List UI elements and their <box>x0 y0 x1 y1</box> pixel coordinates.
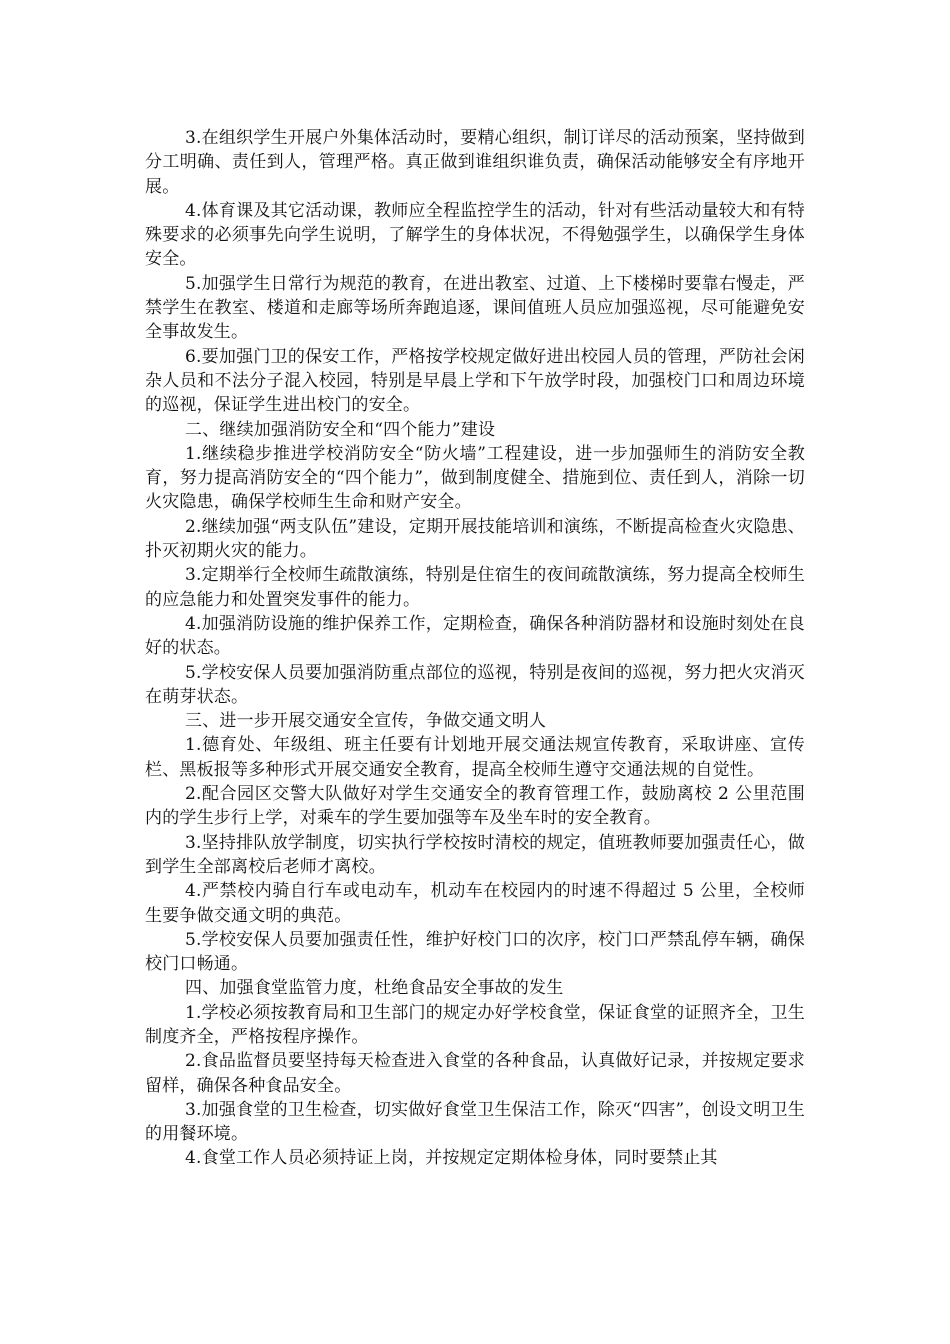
paragraph-2-3: 3.定期举行全校师生疏散演练，特别是住宿生的夜间疏散演练，努力提高全校师生的应急能力和处置突发事件的能力。 <box>145 565 805 610</box>
paragraph-3-3: 3.坚持排队放学制度，切实执行学校按时清校的规定，值班教师要加强责任心，做到学生全部离校后老师才离校。 <box>145 832 805 877</box>
paragraph-3-4: 4.严禁校内骑自行车或电动车，机动车在校园内的时速不得超过 5 公里，全校师生要争做交通文明的典范。 <box>145 881 805 926</box>
section-heading-2: 二、继续加强消防安全和“四个能力”建设 <box>185 419 496 440</box>
paragraph-3: 3.在组织学生开展户外集体活动时，要精心组织，制订详尽的活动预案，坚持做到分工明确、责任到人，管理严格。真正做到谁组织谁负责，确保活动能够安全有序地开展。 <box>145 128 805 197</box>
paragraph-4: 4.体育课及其它活动课，教师应全程监控学生的活动，针对有些活动量较大和有特殊要求的必须事先向学生说明，了解学生的身体状况，不得勉强学生，以确保学生身体安全。 <box>145 200 805 270</box>
paragraph-6: 6.要加强门卫的保安工作，严格按学校规定做好进出校园人员的管理，严防社会闲杂人员和不法分子混入校园，特别是早晨上学和下午放学时段，加强校门口和周边环境的巡视，保证学生进出校门的安全。 <box>145 346 805 416</box>
paragraph-2-1: 1.继续稳步推进学校消防安全“防火墙”工程建设，进一步加强师生的消防安全教育，努力提高消防安全的“四个能力”，做到制度健全、措施到位、责任到人，消除一切火灾隐患，确保学校师生生命和财产安全。 <box>145 443 805 513</box>
section-heading-4: 四、加强食堂监管力度，杜绝食品安全事故的发生 <box>185 978 564 999</box>
paragraph-4-3: 3.加强食堂的卫生检查，切实做好食堂卫生保洁工作，除灭“四害”，创设文明卫生的用餐环境。 <box>145 1099 805 1145</box>
paragraph-2-4: 4.加强消防设施的维护保养工作，定期检查，确保各种消防器材和设施时刻处在良好的状态。 <box>145 613 805 659</box>
paragraph-3-1: 1.德育处、年级组、班主任要有计划地开展交通法规宣传教育，采取讲座、宣传栏、黑板报等多种形式开展交通安全教育，提高全校师生遵守交通法规的自觉性。 <box>145 735 805 780</box>
paragraph-3-5: 5.学校安保人员要加强责任性，维护好校门口的次序，校门口严禁乱停车辆，确保校门口畅通。 <box>145 929 805 975</box>
paragraph-4-1: 1.学校必须按教育局和卫生部门的规定办好学校食堂，保证食堂的证照齐全，卫生制度齐全，严格按程序操作。 <box>145 1002 805 1047</box>
paragraph-4-2: 2.食品监督员要坚持每天检查进入食堂的各种食品，认真做好记录，并按规定要求留样，确保各种食品安全。 <box>145 1051 805 1096</box>
document-body <box>145 126 805 1171</box>
paragraph-5: 5.加强学生日常行为规范的教育，在进出教室、过道、上下楼梯时要靠右慢走，严禁学生在教室、楼道和走廊等场所奔跑追逐，课间值班人员应加强巡视，尽可能避免安全事故发生。 <box>145 273 805 343</box>
section-heading-3: 三、进一步开展交通安全宣传，争做交通文明人 <box>185 711 547 732</box>
paragraph-2-5: 5.学校安保人员要加强消防重点部位的巡视，特别是夜间的巡视，努力把火灾消灭在萌芽状态。 <box>145 662 805 707</box>
paragraph-4-4: 4.食堂工作人员必须持证上岗，并按规定定期体检身体，同时要禁止其 <box>185 1148 718 1169</box>
paragraph-3-2: 2.配合园区交警大队做好对学生交通安全的教育管理工作，鼓励离校 2 公里范围内的学生步行上学，对乘车的学生要加强等车及坐车时的安全教育。 <box>145 784 805 829</box>
paragraph-2-2: 2.继续加强“两支队伍”建设，定期开展技能培训和演练，不断提高检查火灾隐患、扑灭初期火灾的能力。 <box>145 516 805 562</box>
